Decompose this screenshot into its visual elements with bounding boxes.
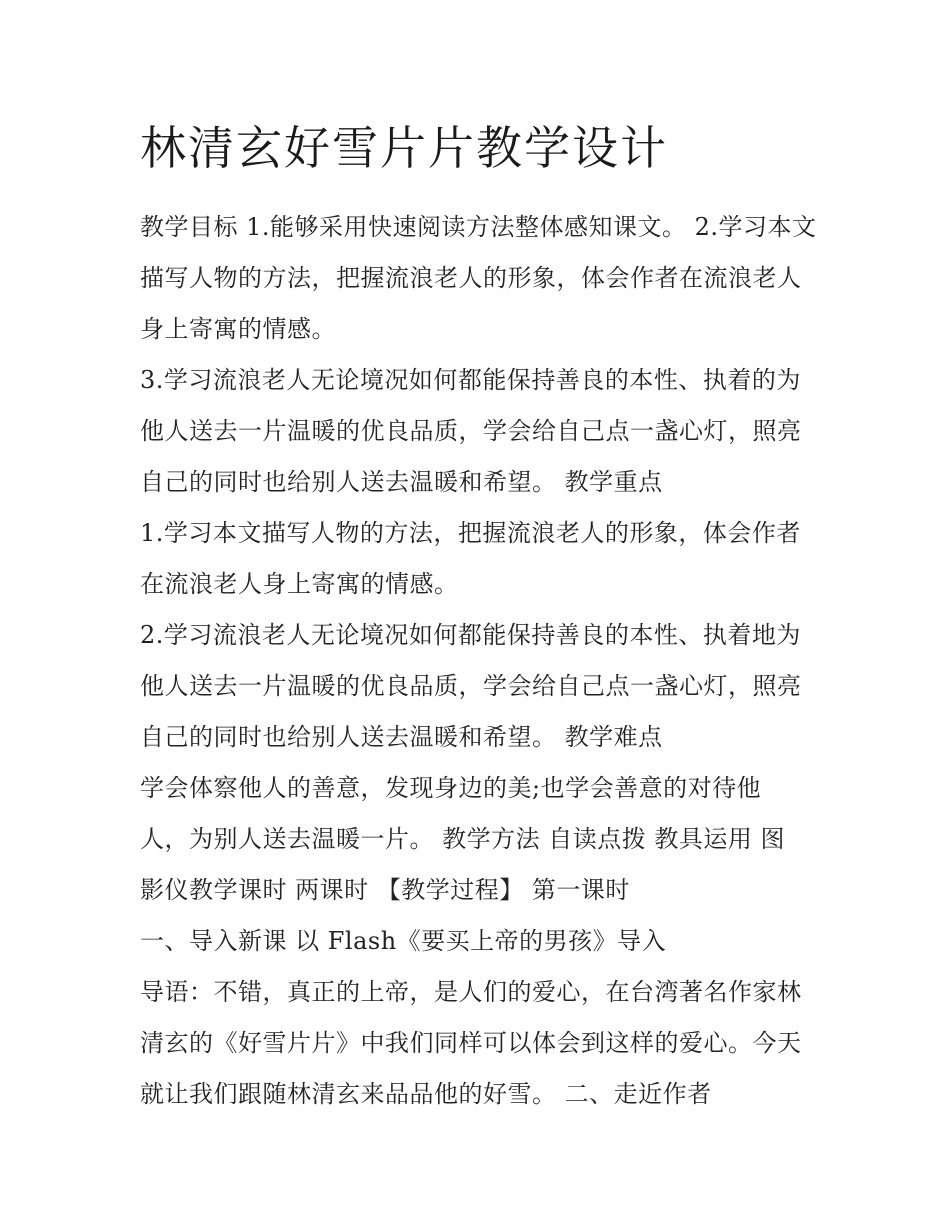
body-line: 自己的同时也给别人送去温暖和希望。 教学重点 xyxy=(140,468,663,496)
body-line: 他人送去一片温暖的优良品质，学会给自己点一盏心灯，照亮 xyxy=(140,672,802,700)
body-line: 描写人物的方法，把握流浪老人的形象，体会作者在流浪老人 xyxy=(140,264,802,292)
body-line: 自己的同时也给别人送去温暖和希望。 教学难点 xyxy=(140,723,663,751)
document-page xyxy=(140,112,820,1120)
body-line: 就让我们跟随林清玄来品品他的好雪。 二、走近作者 xyxy=(140,1080,712,1108)
body-line: 身上寄寓的情感。 xyxy=(140,315,336,343)
body-line: 3.学习流浪老人无论境况如何都能保持善良的本性、执着的为 xyxy=(140,366,801,394)
document-title: 林清玄好雪片片教学设计 xyxy=(140,121,668,175)
body-line: 清玄的《好雪片片》中我们同样可以体会到这样的爱心。今天 xyxy=(140,1029,802,1057)
body-line: 导语：不错，真正的上帝，是人们的爱心，在台湾著名作家林 xyxy=(140,978,802,1006)
body-line: 在流浪老人身上寄寓的情感。 xyxy=(140,570,459,598)
body-line: 影仪教学课时 两课时 【教学过程】 第一课时 xyxy=(140,876,630,904)
body-line: 一、导入新课 以 Flash《要买上帝的男孩》导入 xyxy=(140,927,667,955)
body-line: 教学目标 1.能够采用快速阅读方法整体感知课文。 2.学习本文 xyxy=(140,213,817,241)
document-body xyxy=(140,202,820,1120)
body-line: 1.学习本文描写人物的方法，把握流浪老人的形象，体会作者 xyxy=(140,519,801,547)
body-line: 学会体察他人的善意，发现身边的美;也学会善意的对待他 xyxy=(140,774,762,802)
body-line: 他人送去一片温暖的优良品质，学会给自己点一盏心灯，照亮 xyxy=(140,417,802,445)
body-line: 2.学习流浪老人无论境况如何都能保持善良的本性、执着地为 xyxy=(140,621,801,649)
body-line: 人，为别人送去温暖一片。 教学方法 自读点拨 教具运用 图 xyxy=(140,825,786,853)
